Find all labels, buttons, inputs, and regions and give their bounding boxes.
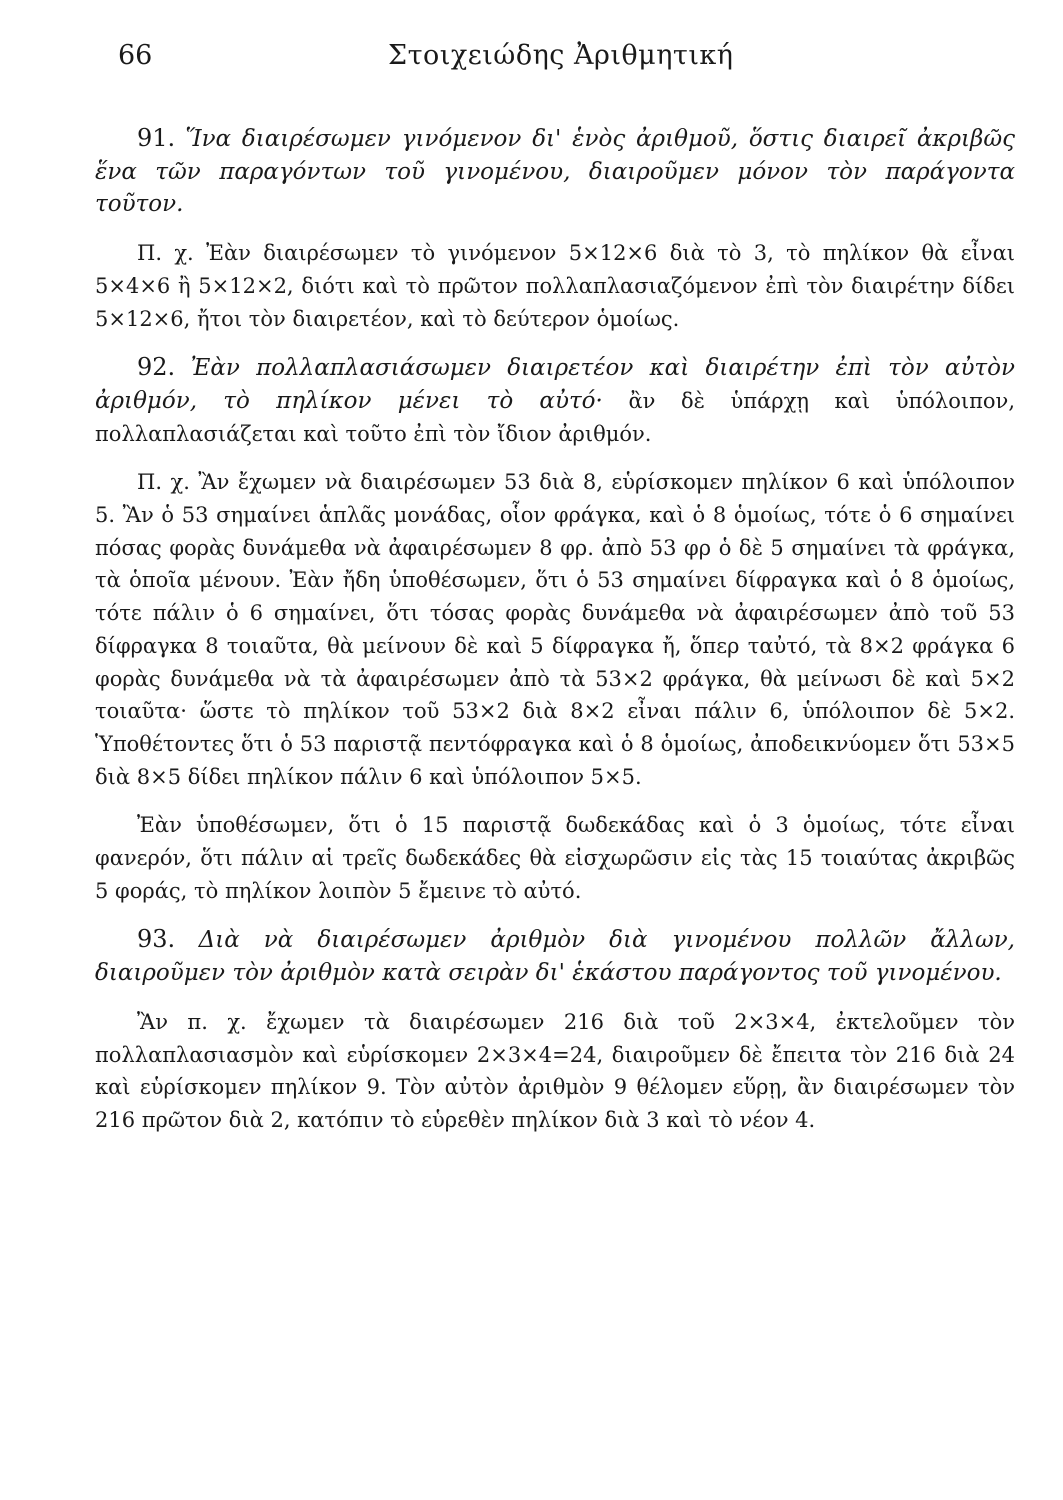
section-91-rule xyxy=(95,122,1015,221)
section-92-example-2 xyxy=(95,809,1015,907)
rule-tail-text: ἂν δὲ ὑπάρχῃ καὶ ὑπόλοιπον, πολλαπλασιάζεται καὶ τοῦτο ἐπὶ τὸν ἴδιον ἀριθμόν. xyxy=(95,388,1015,446)
page-header xyxy=(118,40,1004,80)
section-number: 91. xyxy=(137,124,176,152)
page-number: 66 xyxy=(118,40,153,71)
example-text: Ἂν π. χ. ἔχωμεν τὰ διαιρέσωμεν 216 διὰ τοῦ 2×3×4, ἐκτελοῦμεν τὸν πολλαπλασιασμὸν καὶ εὑρίσκομεν 2×3×4=24, διαιροῦμεν δὲ ἔπειτα τὸν 216 διὰ 24 καὶ εὑρίσκομεν πηλίκον 9. Τὸν αὐτὸν ἀριθμὸν 9 θέλομεν εὕρῃ, ἂν διαιρέσωμεν τὸν 216 πρῶτον διὰ 2, κατόπιν τὸ εὑρεθὲν πηλίκον διὰ 3 καὶ τὸ νέον 4. xyxy=(95,1009,1015,1132)
running-title: Στοιχειώδης Ἀριθμητική xyxy=(388,40,734,71)
section-92-rule xyxy=(95,351,1015,450)
section-93-rule xyxy=(95,923,1015,989)
section-number: 93. xyxy=(137,925,176,954)
page-body xyxy=(95,122,1015,1153)
section-number: 92. xyxy=(137,353,176,382)
example-text: Π. χ. Ἂν ἔχωμεν νὰ διαιρέσωμεν 53 διὰ 8, εὑρίσκομεν πηλίκον 6 καὶ ὑπόλοιπον 5. Ἂν ὁ 53 σημαίνει ἁπλᾶς μονάδας, οἷον φράγκα, καὶ ὁ 8 ὁμοίως, τότε ὁ 6 σημαίνει πόσας φορὰς δυνάμεθα νὰ ἀφαιρέσωμεν 8 φρ. ἀπὸ 53 φρ ὁ δὲ 5 σημαίνει τὰ φράγκα, τὰ ὁποῖα μένουν. Ἐὰν ἤδη ὑποθέσωμεν, ὅτι ὁ 53 σημαίνει δίφραγκα καὶ ὁ 8 ὁμοίως, τότε πάλιν ὁ 6 σημαίνει, ὅτι τόσας φορὰς δυνάμεθα νὰ ἀφαιρέσωμεν ἀπὸ τοῦ 53 δίφραγκα 8 τοιαῦτα, θὰ μείνουν δὲ καὶ 5 δίφραγκα ἤ, ὅπερ ταὐτό, τὰ 8×2 φράγκα 6 φορὰς δυνάμεθα νὰ τὰ ἀφαιρέσωμεν ἀπὸ τὰ 53×2 φράγκα, θὰ μείνωσι δὲ καὶ 5×2 τοιαῦτα· ὥστε τὸ πηλίκον τοῦ 53×2 διὰ 8×2 εἶναι πάλιν 6, ὑπόλοιπον δὲ 5×2. Ὑποθέτοντες ὅτι ὁ 53 παριστᾷ πεντόφραγκα καὶ ὁ 8 ὁμοίως, ἀποδεικνύομεν ὅτι 53×5 διὰ 8×5 δίδει πηλίκον πάλιν 6 καὶ ὑπόλοιπον 5×5. xyxy=(95,470,1015,789)
rule-text: Ἐὰν πολλαπλασιάσωμεν διαιρετέον καὶ διαιρέτην ἐπὶ τὸν αὐτὸν ἀριθμόν, τὸ πηλίκον μένει τὸ αὐτό· xyxy=(95,355,1015,414)
section-92-example xyxy=(95,466,1015,793)
section-93-example xyxy=(95,1006,1015,1137)
rule-text: Διὰ νὰ διαιρέσωμεν ἀριθμὸν διὰ γινομένου πολλῶν ἄλλων, διαιροῦμεν τὸν ἀριθμὸν κατὰ σειρὰν δι' ἑκάστου παράγοντος τοῦ γινομένου. xyxy=(95,927,1015,987)
example-text: Ἐὰν ὑποθέσωμεν, ὅτι ὁ 15 παριστᾷ δωδεκάδας καὶ ὁ 3 ὁμοίως, τότε εἶναι φανερόν, ὅτι πάλιν αἱ τρεῖς δωδεκάδες θὰ εἰσχωρῶσιν εἰς τὰς 15 τοιαύτας ἀκριβῶς 5 φοράς, τὸ πηλίκον λοιπὸν 5 ἔμεινε τὸ αὐτό. xyxy=(95,813,1015,903)
rule-text: Ἵνα διαιρέσωμεν γινόμενον δι' ἑνὸς ἀριθμοῦ, ὅστις διαιρεῖ ἀκριβῶς ἕνα τῶν παραγόντων τοῦ γινομένου, διαιροῦμεν μόνον τὸν παράγοντα τοῦτον. xyxy=(95,126,1015,218)
example-text: Π. χ. Ἐὰν διαιρέσωμεν τὸ γινόμενον 5×12×6 διὰ τὸ 3, τὸ πηλίκον θὰ εἶναι 5×4×6 ἢ 5×12×2, διότι καὶ τὸ πρῶτον πολλαπλασιαζόμενον ἐπὶ τὸν διαιρέτην δίδει 5×12×6, ἤτοι τὸν διαιρετέον, καὶ τὸ δεύτερον ὁμοίως. xyxy=(95,241,1015,331)
section-91-example xyxy=(95,237,1015,335)
